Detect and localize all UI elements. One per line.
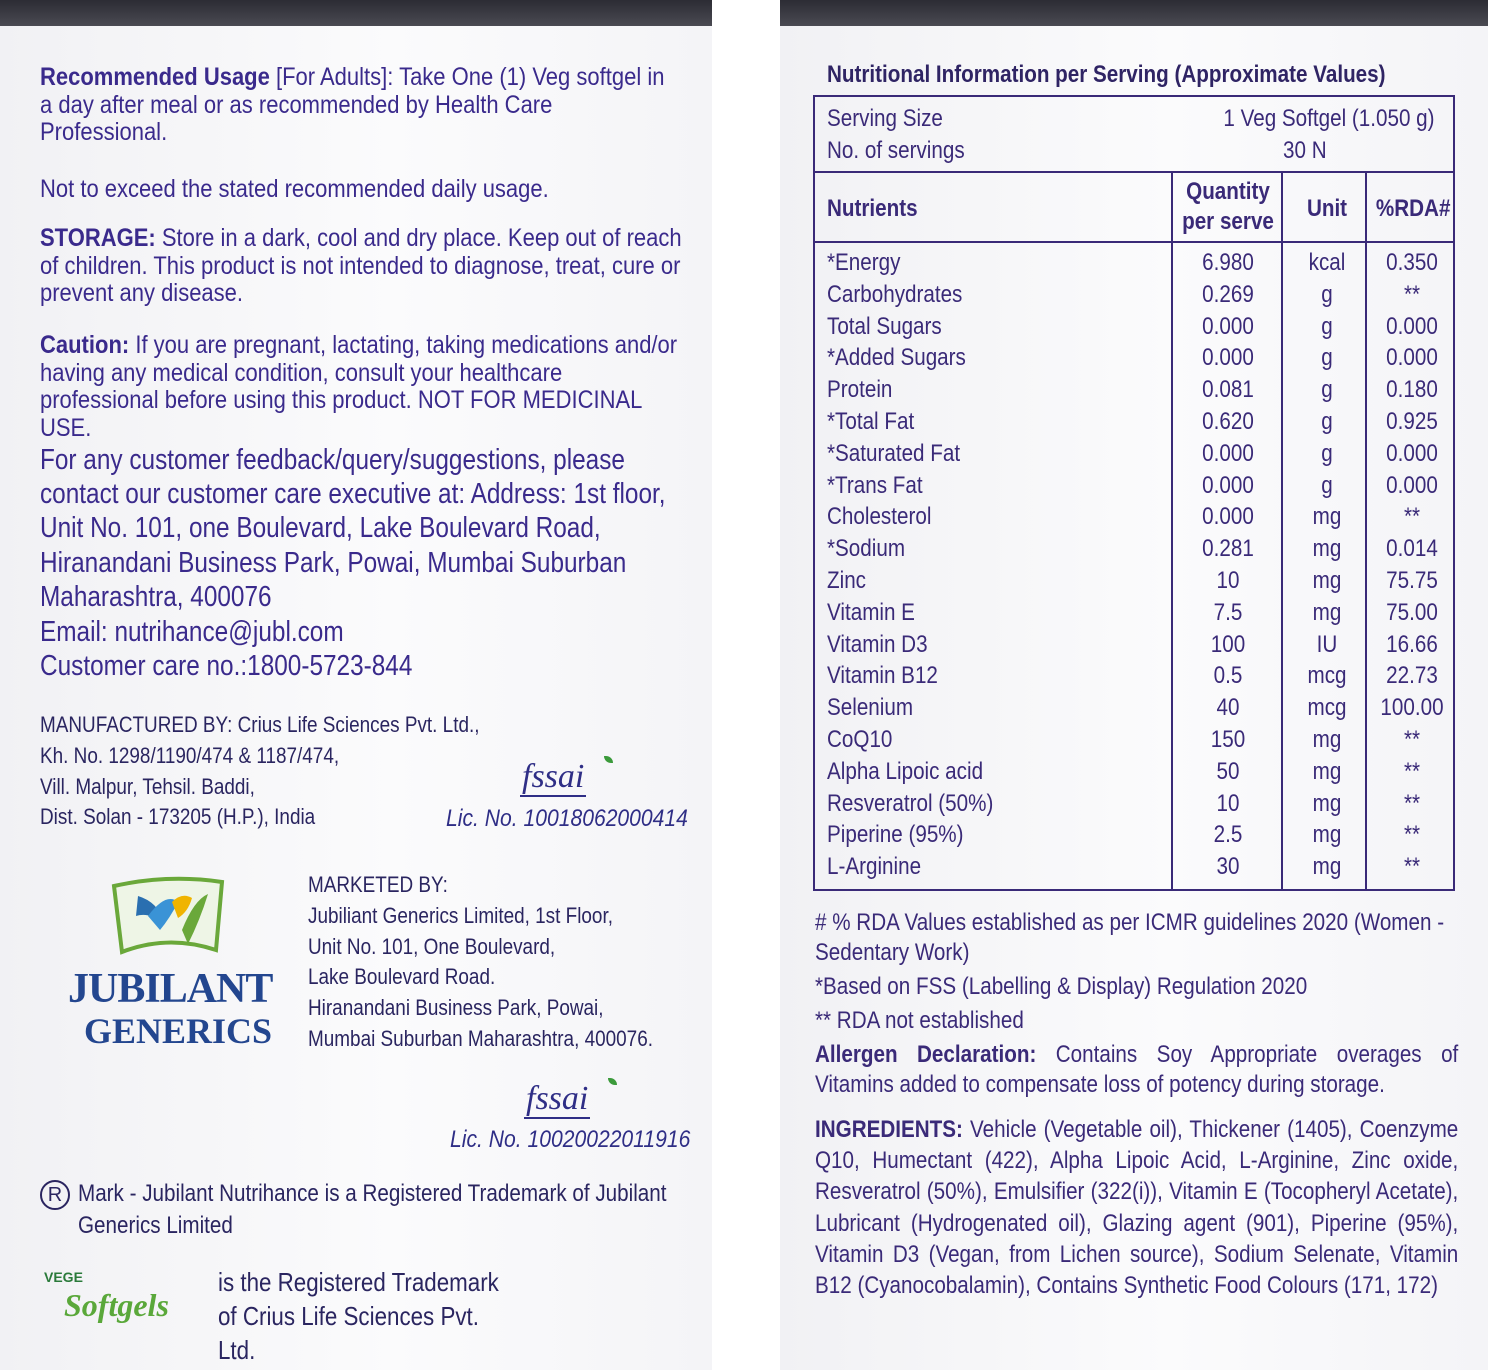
storage-paragraph bbox=[40, 225, 682, 308]
marketer-line: Unit No. 101, One Boulevard, bbox=[308, 933, 556, 959]
nutrient-rda: ** bbox=[1403, 821, 1421, 849]
nutrient-unit: mcg bbox=[1307, 662, 1347, 690]
license-number-1: Lic. No. 10018062000414 bbox=[446, 805, 688, 832]
usage-text: [For Adults]: Take One (1) Veg softgel in a day after meal or as recommended by Health Care Professional. bbox=[40, 63, 665, 146]
nutrient-unit: g bbox=[1321, 471, 1333, 499]
allergen-title: Allergen Declaration: bbox=[815, 1041, 1037, 1068]
header-nutrients: Nutrients bbox=[827, 195, 918, 222]
nutrient-unit: mg bbox=[1312, 726, 1342, 753]
marketer-line: Hiranandani Business Park, Powai, bbox=[308, 995, 604, 1021]
nutrient-quantity: 0.000 bbox=[1202, 344, 1254, 372]
nutrient-quantity: 0.000 bbox=[1202, 471, 1254, 499]
nutrient-quantity: 10 bbox=[1216, 567, 1240, 594]
nutrient-row bbox=[815, 501, 1453, 533]
nutrient-name: Carbohydrates bbox=[827, 280, 963, 308]
nutrient-name: Vitamin D3 bbox=[827, 630, 928, 658]
fssai-logo-text: fssai bbox=[526, 1080, 589, 1117]
nutrient-unit: IU bbox=[1316, 630, 1338, 658]
nutrient-row bbox=[815, 311, 1453, 343]
nutrient-unit: g bbox=[1321, 408, 1333, 435]
nutrient-name: Resveratrol (50%) bbox=[827, 789, 994, 817]
customer-care-text: Customer care no.:1800-5723-844 bbox=[40, 650, 413, 682]
nutrient-name: Vitamin B12 bbox=[827, 662, 938, 690]
nutrient-rda: 16.66 bbox=[1386, 630, 1438, 658]
allergen-paragraph bbox=[815, 1040, 1458, 1100]
nutrient-rda: 0.000 bbox=[1386, 439, 1438, 467]
marketer-line: MARKETED BY: bbox=[308, 872, 448, 897]
nutrient-row bbox=[815, 438, 1453, 470]
nutrient-quantity: 150 bbox=[1210, 726, 1246, 753]
header-quantity-line1: Quantity bbox=[1186, 178, 1270, 205]
nutrient-name: Selenium bbox=[827, 694, 914, 722]
nutrient-name: Total Sugars bbox=[827, 312, 942, 340]
nutrient-row bbox=[815, 597, 1453, 629]
nutrient-unit: g bbox=[1321, 312, 1333, 340]
manufacturer-line: Dist. Solan - 173205 (H.P.), India bbox=[40, 804, 316, 830]
nutrient-unit: mg bbox=[1312, 789, 1342, 817]
fssai-logo-text: fssai bbox=[522, 758, 585, 795]
nutrient-unit: mg bbox=[1312, 853, 1342, 881]
nutrient-name: Zinc bbox=[827, 567, 866, 594]
divider bbox=[815, 171, 1453, 173]
registered-mark-icon: R bbox=[40, 1180, 70, 1210]
allergen-text: Contains Soy Appropriate overages of Vitamins added to compensate loss of potency during storage. bbox=[815, 1041, 1459, 1098]
nutrient-quantity: 0.000 bbox=[1202, 503, 1254, 531]
nutrient-quantity: 6.980 bbox=[1202, 249, 1254, 276]
nutrient-quantity: 0.081 bbox=[1202, 376, 1254, 404]
marketer-line: Jubiliant Generics Limited, 1st Floor, bbox=[308, 902, 613, 928]
nutrient-quantity: 0.5 bbox=[1213, 662, 1243, 690]
nutrient-row bbox=[815, 406, 1453, 438]
footnote-rda: # % RDA Values established as per ICMR guidelines 2020 (Women - Sedentary Work) bbox=[815, 909, 1445, 966]
top-band-right bbox=[780, 0, 1488, 26]
top-band-left bbox=[0, 0, 712, 26]
footnote-fss: *Based on FSS (Labelling & Display) Regulation 2020 bbox=[815, 973, 1308, 1000]
ingredients-title: INGREDIENTS: bbox=[815, 1116, 963, 1143]
trademark-text: Mark - Jubilant Nutrihance is a Registered Trademark of Jubilant Generics Limited bbox=[78, 1180, 667, 1240]
nutrient-rda: 0.014 bbox=[1386, 535, 1438, 563]
nutrient-row bbox=[815, 565, 1453, 597]
nutrient-row bbox=[815, 756, 1453, 788]
caution-text: If you are pregnant, lactating, taking medications and/or having any medical condition, consult your healthcare professional before using this product. NOT FOR MEDICINAL USE. bbox=[40, 331, 678, 442]
nutrient-name: *Total Fat bbox=[827, 408, 915, 435]
nutrient-rda: 0.000 bbox=[1386, 471, 1438, 499]
nutrient-row bbox=[815, 692, 1453, 724]
nutrient-quantity: 100 bbox=[1210, 630, 1246, 658]
jubilant-logo-icon bbox=[108, 872, 228, 960]
nutrient-row bbox=[815, 629, 1453, 661]
fssai-logo-2 bbox=[524, 1080, 590, 1118]
nutrient-rda: ** bbox=[1403, 757, 1421, 785]
nutrient-row bbox=[815, 247, 1453, 279]
nutrient-name: *Saturated Fat bbox=[827, 439, 961, 467]
marketer-line: Mumbai Suburban Maharashtra, 400076. bbox=[308, 1025, 653, 1051]
nutrient-unit: mg bbox=[1312, 503, 1342, 531]
nutrient-rda: 75.75 bbox=[1386, 567, 1438, 594]
header-unit: Unit bbox=[1306, 195, 1348, 222]
nutrient-quantity: 0.000 bbox=[1202, 312, 1254, 340]
nutrient-rda: ** bbox=[1403, 726, 1421, 753]
nutrient-row bbox=[815, 724, 1453, 756]
nutrient-name: *Added Sugars bbox=[827, 344, 966, 372]
feedback-paragraph: For any customer feedback/query/suggestions, please contact our customer care executive at: Address: 1st floor, Unit No. 101, one Boulevard, Lake Boulevard Road, Hiranandani Business Park, Powai, Mumbai Suburban Maharashtra, 400076 bbox=[40, 444, 666, 613]
nutrient-rda: 0.925 bbox=[1386, 408, 1438, 435]
nutrient-unit: kcal bbox=[1308, 249, 1346, 276]
ingredients-text: Vehicle (Vegetable oil), Thickener (1405), Coenzyme Q10, Humectant (422), Alpha Lipoic Acid, L-Arginine, Zinc oxide, Resveratrol (50%), Emulsifier (322(i)), Vitamin E (Tocopheryl Acetate), Lubricant (Hydrogenated oil), Glazing agent (901), Piperine (95%), Vitamin D3 (Vegan, from Lichen source), Sodium Selenate, Vitamin B12 (Cyanocobalamin), Contains Synthetic Food Colours (171, 172) bbox=[815, 1116, 1459, 1299]
nutrient-rda: 22.73 bbox=[1386, 662, 1438, 690]
nutrient-row bbox=[815, 374, 1453, 406]
fssai-logo-1 bbox=[520, 758, 586, 796]
nutrient-rda: ** bbox=[1403, 789, 1421, 817]
nutrient-unit: g bbox=[1321, 439, 1333, 467]
storage-text: Store in a dark, cool and dry place. Keep out of reach of children. This product is not intended to diagnose, treat, cure or prevent any disease. bbox=[40, 224, 682, 307]
caution-title: Caution: bbox=[40, 331, 130, 359]
nutrient-quantity: 0.000 bbox=[1202, 439, 1254, 467]
nutrient-unit: mcg bbox=[1307, 694, 1347, 722]
nutrient-rda: 0.350 bbox=[1386, 249, 1438, 276]
nutrient-quantity: 0.269 bbox=[1202, 280, 1254, 308]
marketer-block bbox=[308, 870, 653, 1055]
vege-label: VEGE bbox=[44, 1269, 83, 1285]
nutrient-name: *Energy bbox=[827, 249, 901, 276]
serving-size-value: 1 Veg Softgel (1.050 g) bbox=[1223, 105, 1435, 132]
nutrient-unit: g bbox=[1321, 376, 1333, 404]
nutrient-rda: 0.000 bbox=[1386, 344, 1438, 372]
divider bbox=[815, 241, 1453, 243]
nutrient-rda: 0.000 bbox=[1386, 312, 1438, 340]
nutrient-row bbox=[815, 819, 1453, 851]
manufacturer-block bbox=[40, 710, 480, 833]
nutrient-quantity: 40 bbox=[1216, 694, 1240, 722]
license-number-2: Lic. No. 10020022011916 bbox=[450, 1126, 691, 1153]
nutrient-rda: ** bbox=[1403, 280, 1421, 308]
header-quantity-line2: per serve bbox=[1182, 208, 1274, 235]
brand-line-2: GENERICS bbox=[84, 1011, 273, 1051]
storage-title: STORAGE: bbox=[40, 224, 156, 252]
nutrient-row bbox=[815, 342, 1453, 374]
servings-label: No. of servings bbox=[827, 137, 965, 164]
caution-paragraph bbox=[40, 332, 682, 442]
nutrient-rda: ** bbox=[1403, 503, 1421, 531]
nutrient-quantity: 7.5 bbox=[1213, 598, 1243, 626]
nutrition-table bbox=[813, 95, 1455, 891]
nutrient-unit: mg bbox=[1312, 598, 1342, 626]
nutrient-quantity: 10 bbox=[1216, 789, 1240, 817]
marketer-line: Lake Boulevard Road. bbox=[308, 964, 496, 990]
nutrient-row bbox=[815, 788, 1453, 820]
manufacturer-line: MANUFACTURED BY: Crius Life Sciences Pvt. Ltd., bbox=[40, 712, 480, 737]
nutrient-rda: 100.00 bbox=[1380, 694, 1444, 722]
nutrient-row bbox=[815, 851, 1453, 883]
header-rda: %RDA# bbox=[1375, 195, 1451, 222]
nutrient-rda: 75.00 bbox=[1386, 598, 1438, 626]
nutrient-row bbox=[815, 660, 1453, 692]
nutrient-name: Cholesterol bbox=[827, 503, 932, 531]
nutrient-name: L-Arginine bbox=[827, 853, 922, 881]
nutrient-unit: g bbox=[1321, 280, 1333, 308]
manufacturer-line: Vill. Malpur, Tehsil. Baddi, bbox=[40, 773, 255, 799]
serving-size-label: Serving Size bbox=[827, 105, 943, 132]
ingredients-paragraph bbox=[815, 1114, 1458, 1301]
nutrient-quantity: 2.5 bbox=[1213, 821, 1243, 849]
softgels-logo: Softgels bbox=[64, 1287, 169, 1323]
nutrient-unit: g bbox=[1321, 344, 1333, 372]
nutrient-name: *Sodium bbox=[827, 535, 906, 563]
usage-title: Recommended Usage bbox=[40, 63, 270, 91]
nutrient-unit: mg bbox=[1312, 535, 1342, 563]
brand-line-1: JUBILANT bbox=[68, 966, 273, 1012]
usage-paragraph bbox=[40, 64, 682, 147]
nutrient-unit: mg bbox=[1312, 567, 1342, 594]
manufacturer-line: Kh. No. 1298/1190/474 & 1187/474, bbox=[40, 742, 340, 768]
nutrient-name: Protein bbox=[827, 376, 893, 404]
nutrient-quantity: 0.281 bbox=[1202, 535, 1254, 563]
nutrient-row bbox=[815, 279, 1453, 311]
nutrient-name: Piperine (95%) bbox=[827, 821, 964, 849]
nutrition-title: Nutritional Information per Serving (Approximate Values) bbox=[827, 61, 1386, 88]
nutrient-row bbox=[815, 470, 1453, 502]
email-text: Email: nutrihance@jubl.com bbox=[40, 616, 344, 648]
nutrient-name: Vitamin E bbox=[827, 598, 915, 626]
footnote-not-established: ** RDA not established bbox=[815, 1007, 1024, 1034]
nutrient-row bbox=[815, 533, 1453, 565]
nutrient-quantity: 30 bbox=[1216, 853, 1240, 881]
nutrient-name: *Trans Fat bbox=[827, 471, 923, 499]
nutrient-unit: mg bbox=[1312, 757, 1342, 785]
nutrient-rda: 0.180 bbox=[1386, 376, 1438, 404]
nutrient-quantity: 50 bbox=[1216, 757, 1240, 785]
nutrient-name: Alpha Lipoic acid bbox=[827, 757, 984, 785]
softgels-trademark-text: is the Registered Trademark of Crius Life Sciences Pvt. Ltd. bbox=[218, 1267, 499, 1365]
nutrient-name: CoQ10 bbox=[827, 726, 893, 753]
servings-value: 30 N bbox=[1283, 137, 1327, 164]
not-exceed-text: Not to exceed the stated recommended daily usage. bbox=[40, 175, 549, 203]
nutrient-unit: mg bbox=[1312, 821, 1342, 849]
nutrient-quantity: 0.620 bbox=[1202, 408, 1254, 435]
nutrient-rda: ** bbox=[1403, 853, 1421, 881]
